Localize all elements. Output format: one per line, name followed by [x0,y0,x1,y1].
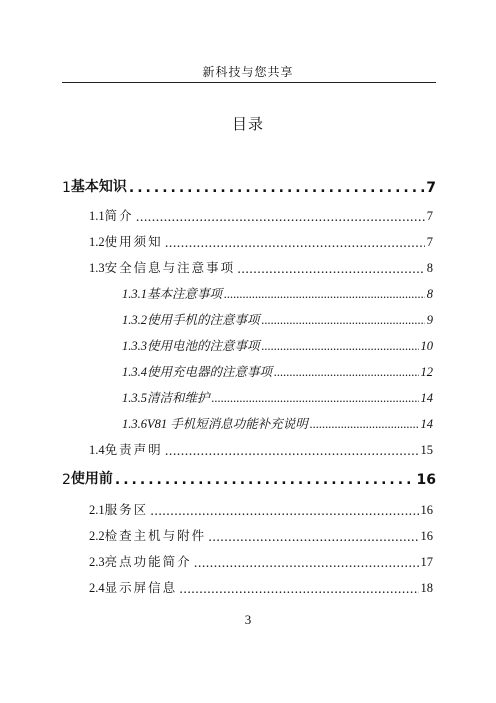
toc-entry-number: 2.4 [89,581,105,595]
toc-entry-page: 10 [420,339,433,353]
toc-entry-label: 使用须知 [104,234,163,249]
toc-entry-label: 使用前 [70,471,113,487]
toc-entry-label: 基本知识 [70,179,127,195]
toc-entry-number: 1.3 [89,261,105,275]
toc-entry-number: 2.3 [89,555,105,569]
toc-entry-label: 显示屏信息 [104,580,178,595]
toc-entry-page: 18 [420,581,433,595]
toc-entry-number: 1.3.6 [122,417,147,431]
toc-entry-1-1[interactable] [89,204,433,224]
toc-entry-page: 7 [426,180,436,196]
toc-entry-1-3-5[interactable] [122,386,433,406]
toc-entry-page: 12 [420,365,433,379]
toc-entry-page: 8 [426,287,433,301]
toc-entry-label: 简介 [104,208,134,223]
dot-leader [310,417,419,432]
toc-entry-page: 15 [420,443,433,457]
toc-entry-number: 1.2 [89,235,105,249]
toc-entry-number: 1.4 [89,443,105,457]
dot-leader [212,391,419,406]
toc-entry-label: 基本注意事项 [147,287,223,301]
toc-entry-2-2[interactable] [89,524,433,544]
toc-entry-1-3-3[interactable] [122,334,433,354]
toc-entry-1-3-6[interactable] [122,412,433,432]
toc-entry-number: 2 [62,472,71,488]
toc-entry-label: 清洁和维护 [147,391,210,405]
toc-entry-number: 1.3.5 [122,391,147,405]
toc-entry-1[interactable] [62,174,436,196]
running-header: 新科技与您共享 [202,65,294,79]
toc-entry-2[interactable] [62,466,436,488]
toc-entry-1-3-4[interactable] [122,360,433,380]
dot-leader [115,472,415,488]
dot-leader [224,287,425,302]
toc-entry-number: 1.3.3 [122,339,147,353]
toc-entry-label: 使用手机的注意事项 [147,313,260,327]
toc-title: 目录 [231,115,264,133]
toc-entry-page: 16 [420,529,433,543]
toc-entry-page: 16 [420,503,433,517]
toc-entry-label: 亮点功能简介 [104,554,192,569]
toc-entry-number: 1 [62,180,71,196]
dot-leader [129,180,424,196]
toc-entry-number: 2.2 [89,529,105,543]
toc-entry-page: 7 [426,209,433,223]
toc-entry-page: 14 [420,391,433,405]
dot-leader [165,443,419,458]
dot-leader [208,529,418,544]
dot-leader [150,503,418,518]
toc-entry-page: 17 [420,555,433,569]
toc-entry-label: V81 手机短消息功能补充说明 [147,417,308,431]
page-number: 3 [244,612,252,627]
toc-entry-1-3-1[interactable] [122,282,433,302]
dot-leader [237,261,425,276]
toc-entry-number: 1.3.2 [122,313,147,327]
toc-entry-number: 2.1 [89,503,105,517]
toc-entry-2-4[interactable] [89,576,433,596]
dot-leader [194,555,419,570]
toc-entry-2-3[interactable] [89,550,433,570]
toc-entry-number: 1.3.1 [122,287,147,301]
toc-entry-page: 9 [426,313,433,327]
toc-entry-number: 1.3.4 [122,365,147,379]
toc-entry-page: 7 [426,235,433,249]
toc-entry-label: 使用充电器的注意事项 [147,365,273,379]
toc-entry-1-2[interactable] [89,230,433,250]
toc-entry-number: 1.1 [89,209,105,223]
toc-entry-label: 安全信息与注意事项 [104,260,236,275]
toc-entry-1-3-2[interactable] [122,308,433,328]
toc-entry-label: 使用电池的注意事项 [147,339,260,353]
dot-leader [179,581,418,596]
toc-entry-page: 16 [416,472,436,488]
toc-entry-1-3[interactable] [89,256,433,276]
dot-leader [262,339,419,354]
toc-entry-label: 检查主机与附件 [104,528,207,543]
dot-leader [136,209,425,224]
toc-entry-1-4[interactable] [89,438,433,458]
toc-entry-2-1[interactable] [89,498,433,518]
dot-leader [165,235,425,250]
toc-entry-label: 服务区 [104,502,149,517]
dot-leader [274,365,418,380]
toc-entry-page: 14 [420,417,433,431]
toc-entry-label: 免责声明 [104,442,163,457]
dot-leader [262,313,425,328]
toc-entry-page: 8 [426,261,433,275]
